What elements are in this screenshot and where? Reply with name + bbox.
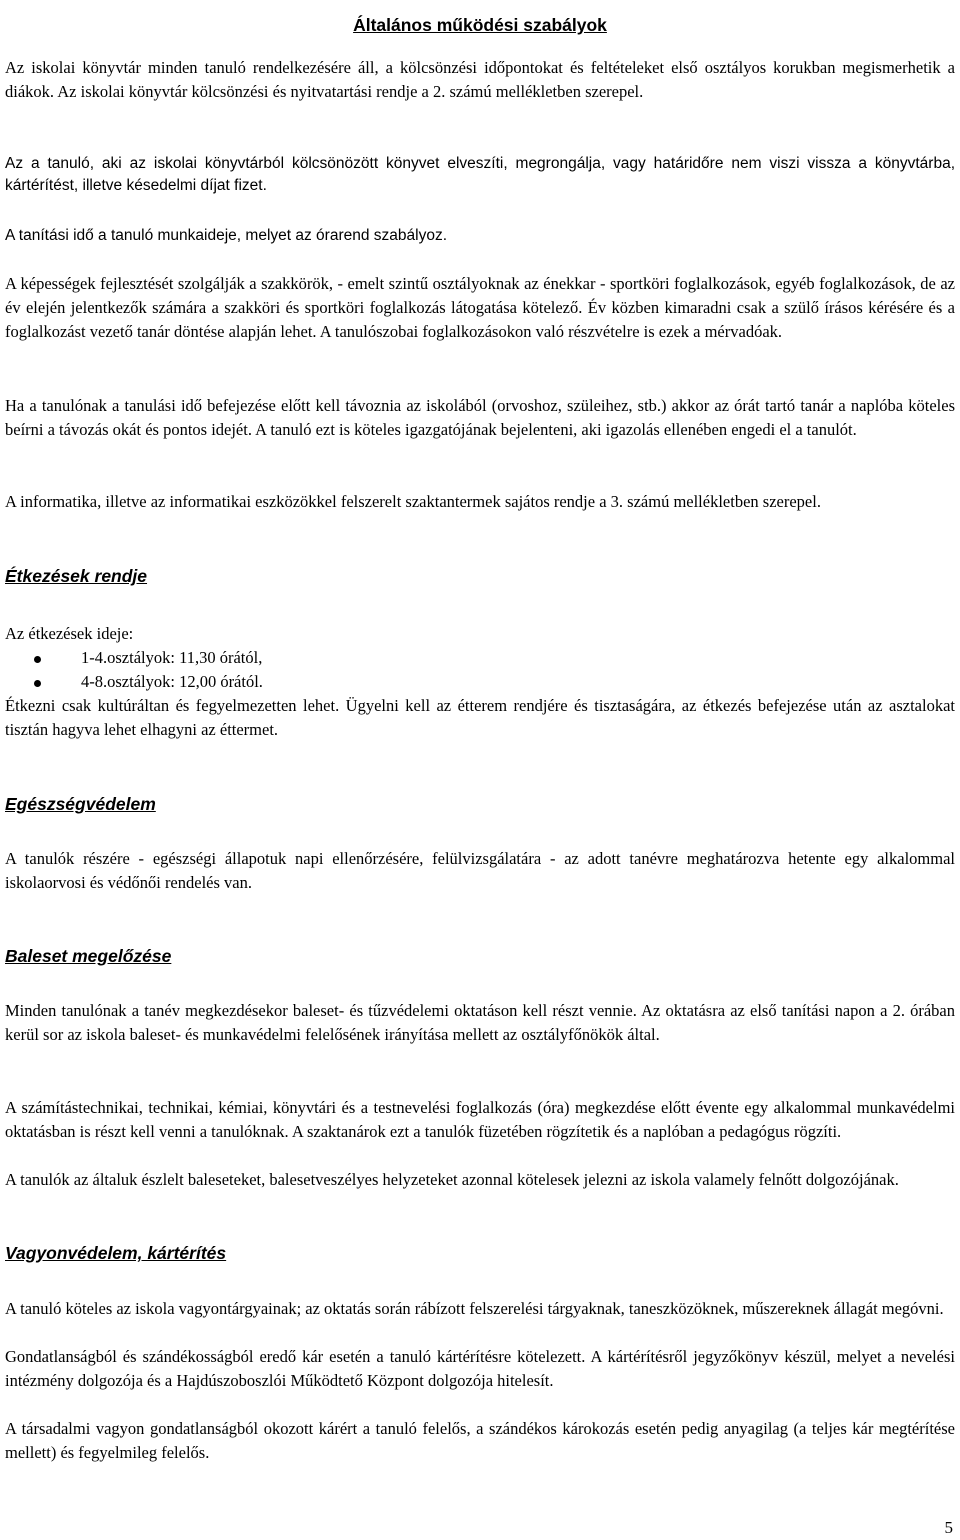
- paragraph-library-damage: Az a tanuló, aki az iskolai könyvtárból kölcsönözött könyvet elveszíti, megrongálja, vagy határidőre nem viszi vissza a könyvtárba, kártérítést, illetve késedelmi díjat fizet.: [5, 155, 955, 194]
- bullet-icon: [34, 656, 41, 663]
- section-heading-meals: Étkezések rendje: [5, 566, 148, 586]
- page-number: 5: [944, 1518, 953, 1537]
- paragraph-library: Az iskolai könyvtár minden tanuló rendelkezésére áll, a kölcsönzési időpontokat és feltételeket első osztályos korukban megismerhetik a diákok. Az iskolai könyvtár kölcsönzési és nyitvatartási rendje a 2. számú mellékletben szerepel.: [5, 58, 955, 101]
- accident-text-3: A tanulók az általuk észlelt baleseteket, balesetveszélyes helyzeteket azonnal kötelesek jelezni az iskola valamely felnőtt dolgozójának.: [5, 1170, 899, 1189]
- paragraph-informatics: A informatika, illetve az informatikai eszközökkel felszerelt szaktantermek sajátos rendje a 3. számú mellékletben szerepel.: [5, 492, 821, 511]
- document-title: Általános működési szabályok: [353, 14, 607, 35]
- paragraph-leaving: Ha a tanulónak a tanulási idő befejezése előtt kell távoznia az iskolából (orvoshoz, szüleihez, stb.) akkor az órát tartó tanár a naplóba köteles beírni a távozás okát és pontos idejét. A tanuló ezt is köteles igazgatójának bejelenteni, aki igazolás ellenében engedi el a tanulót.: [5, 396, 955, 439]
- health-text: A tanulók részére - egészségi állapotuk napi ellenőrzésére, felülvizsgálatára - az adott tanévre meghatározva hetente egy alkalommal iskolaorvosi és védőnői rendelés van.: [5, 849, 955, 892]
- accident-text-2: A számítástechnikai, technikai, kémiai, könyvtári és a testnevelési foglalkozás (óra) megkezdése előtt évente egy alkalommal munkavédelmi oktatásban is részt kell venni a tanulóknak. A szaktanárok ezt a tanulók füzetében rögzítetik és a naplóban a pedagógus rögzíti.: [5, 1098, 955, 1141]
- section-heading-accident: Baleset megelőzése: [5, 946, 172, 966]
- meals-text: Étkezni csak kultúráltan és fegyelmezetten lehet. Ügyelni kell az étterem rendjére és tisztaságára, az étkezés befejezése után az asztalokat tisztán hagyva lehet elhagyni az éttermet.: [5, 696, 955, 739]
- paragraph-teaching-time: A tanítási idő a tanuló munkaideje, melyet az órarend szabályoz.: [5, 227, 448, 244]
- paragraph-skills: A képességek fejlesztését szolgálják a szakkörök, - emelt szintű osztályoknak az énekkar - sportköri foglalkozások, egyéb foglalkozások, de az év elején jelentkezők számára a szakköri és sportköri foglalkozás látogatása kötelező. Év közben kimaradni csak a szülő írásos kérésére és a foglalkozást vezető tanár döntése alapján lehet. A tanulószobai foglalkozásokon való részvételre is ezek a mérvadóak.: [5, 274, 955, 341]
- property-text-2: Gondatlanságból és szándékosságból eredő kár esetén a tanuló kártérítésre kötelezett. A kártérítésről jegyzőkönyv készül, melyet a nevelési intézmény dolgozója és a Hajdúszoboszlói Működtető Központ dolgozója hitelesít.: [5, 1347, 955, 1390]
- property-text-3: A társadalmi vagyon gondatlanságból okozott kárért a tanuló felelős, a szándékos károkozás esetén pedig anyagilag (a teljes kár megtérítése mellett) és fegyelmileg felelős.: [5, 1419, 955, 1462]
- property-text-1: A tanuló köteles az iskola vagyontárgyainak; az oktatás során rábízott felszerelési tárgyaknak, taneszközöknek, műszereknek állagát megóvni.: [5, 1299, 944, 1318]
- section-heading-health: Egészségvédelem: [5, 794, 156, 814]
- section-heading-property: Vagyonvédelem, kártérítés: [5, 1243, 227, 1263]
- bullet-icon: [34, 680, 41, 687]
- list-item-text: 4-8.osztályok: 12,00 órától.: [81, 672, 263, 691]
- meals-intro: Az étkezések ideje:: [5, 624, 134, 643]
- list-item-text: 1-4.osztályok: 11,30 órától,: [81, 648, 263, 667]
- accident-text-1: Minden tanulónak a tanév megkezdésekor baleset- és tűzvédelemi oktatáson kell részt vennie. Az oktatásra az első tanítási napon a 2. órában kerül sor az iskola baleset- és munkavédelmi felelősének irányítása mellett az osztályfőnökök által.: [5, 1001, 955, 1044]
